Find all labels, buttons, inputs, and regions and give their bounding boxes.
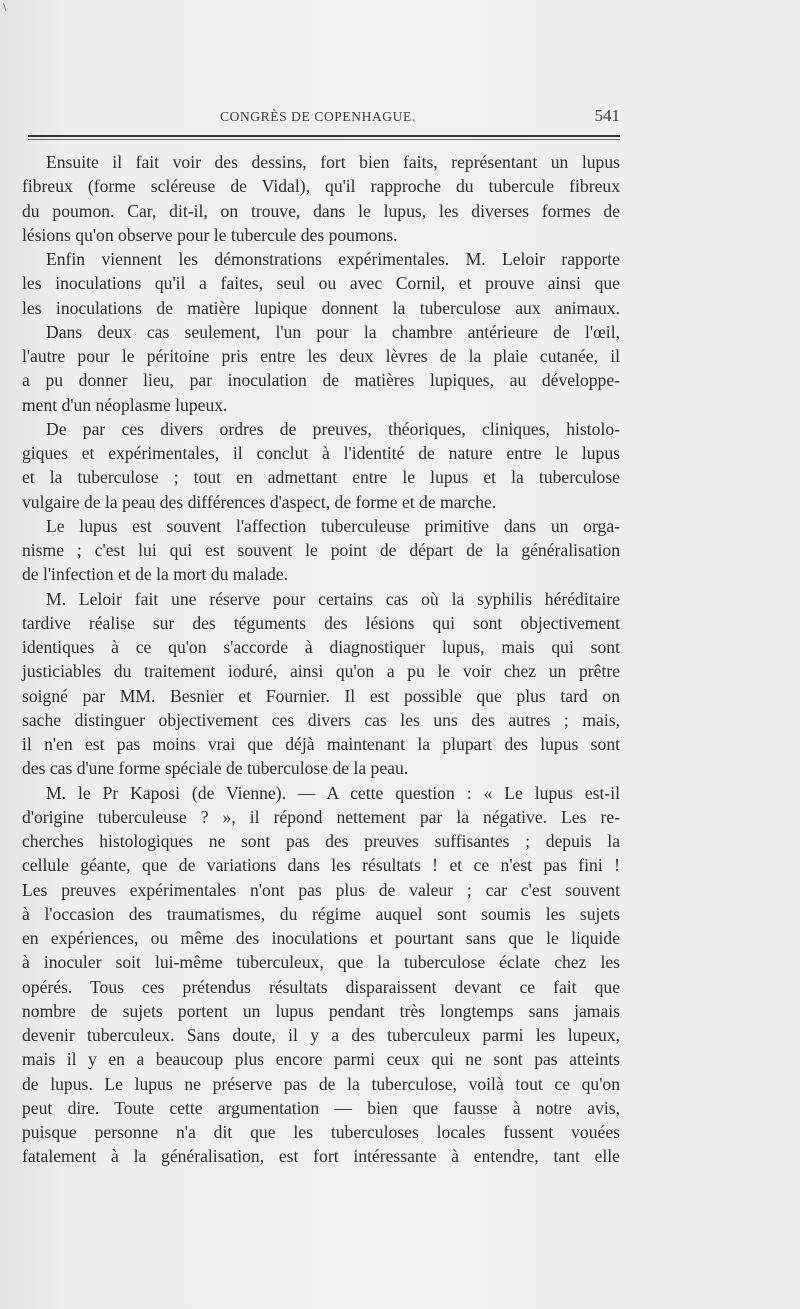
text-line: il n'en est pas moins vrai que déjà maintenant la plupart des lupus sont [22,734,620,754]
paragraph-1 [22,150,620,247]
text-line: d'origine tuberculeuse ? », il répond nettement par la négative. Les re- [22,806,620,827]
text-line: peut dire. Toute cette argumentation — bien que fausse à notre avis, [22,1097,620,1118]
text-line: Ensuite il fait voir des dessins, fort bien faits, représentant un lupus [46,152,620,172]
text-line: M. Leloir fait une réserve pour certains cas où la syphilis héréditaire [46,588,620,609]
text-line: Le lupus est souvent l'affection tuberculeuse primitive dans un orga- [46,515,620,536]
paragraph-7 [22,781,620,1169]
header-rule [28,135,620,137]
body-text [22,150,620,1169]
paragraph-4 [22,417,620,514]
paragraph-5 [22,514,620,587]
text-line: identiques à ce qu'on s'accorde à diagnostiquer lupus, mais qui sont [22,637,620,657]
paragraph-3 [22,320,620,417]
text-line: l'autre pour le péritoine pris entre les deux lèvres de la plaie cutanée, il [22,346,620,366]
text-line: Dans deux cas seulement, l'un pour la chambre antérieure de l'œil, [46,321,620,342]
text-line: Enfin viennent les démonstrations expérimentales. M. Leloir rapporte [46,249,620,269]
text-line: les inoculations qu'il a faites, seul ou avec Cornil, et prouve ainsi que [22,273,620,294]
text-line: de lupus. Le lupus ne préserve pas de la tuberculose, voilà tout ce qu'on [22,1073,620,1094]
text-line: a pu donner lieu, par inoculation de matières lupiques, au développe- [22,370,620,391]
text-line: sache distinguer objectivement ces divers cas les uns des autres ; mais, [22,709,620,730]
text-line: des cas d'une forme spéciale de tuberculose de la peau. [22,758,409,779]
text-line: à l'occasion des traumatismes, du régime auquel sont soumis les sujets [22,903,620,924]
text-line: De par ces divers ordres de preuves, théoriques, cliniques, histolo- [46,418,620,439]
corner-mark: \ [3,2,7,13]
text-line: giques et expérimentales, il conclut à l'identité de nature entre le lupus [22,443,620,463]
text-line: tardive réalise sur des téguments des lésions qui sont objectivement [22,612,620,633]
text-line: cellule géante, que de variations dans les résultats ! et ce n'est pas fini ! [22,855,620,876]
text-line: Les preuves expérimentales n'ont pas plus de valeur ; car c'est souvent [22,879,620,900]
running-head: CONGRÈS DE COPENHAGUE. [220,109,416,124]
text-line: vulgaire de la peau des différences d'aspect, de forme et de marche. [22,491,497,512]
text-line: du poumon. Car, dit-il, on trouve, dans le lupus, les diverses formes de [22,200,620,221]
text-line: ment d'un néoplasme lupeux. [22,394,228,415]
text-line: soigné par MM. Besnier et Fournier. Il est possible que plus tard on [22,685,620,706]
text-line: cherches histologiques ne sont pas des preuves suffisantes ; depuis la [22,831,620,851]
text-line: justiciables du traitement ioduré, ainsi qu'on a pu le voir chez un prêtre [22,661,620,682]
paragraph-2 [22,247,620,320]
text-line: lésions qu'on observe pour le tubercule des poumons. [22,224,398,245]
text-line: puisque personne n'a dit que les tuberculoses locales fussent vouées [22,1122,620,1142]
page-number: 541 [594,106,620,125]
text-line: de l'infection et de la mort du malade. [22,564,289,585]
text-line: fatalement à la généralisation, est fort intéressante à entendre, tant elle [22,1146,620,1167]
text-line: fibreux (forme scléreuse de Vidal), qu'il rapproche du tubercule fibreux [22,176,620,197]
text-line: en expériences, ou même des inoculations et pourtant sans que le liquide [22,928,620,948]
text-line: devenir tuberculeux. Sans doute, il y a des tuberculeux parmi les lupeux, [22,1025,620,1045]
text-line: à inoculer soit lui-même tuberculeux, que la tuberculose éclate chez les [22,952,620,973]
text-line: nombre de sujets portent un lupus pendant très longtemps sans jamais [22,1000,620,1021]
text-line: les inoculations de matière lupique donnent la tuberculose aux animaux. [22,297,620,318]
text-line: opérés. Tous ces prétendus résultats disparaissent devant ce fait que [22,976,620,997]
text-line: nisme ; c'est lui qui est souvent le point de départ de la généralisation [22,540,620,560]
page-header [22,106,622,130]
text-line: M. le Pr Kaposi (de Vienne). — A cette question : « Le lupus est-il [46,782,620,803]
text-line: mais il y en a beaucoup plus encore parmi ceux qui ne sont pas atteints [22,1049,620,1070]
paragraph-6 [22,587,620,781]
text-line: et la tuberculose ; tout en admettant entre le lupus et la tuberculose [22,467,620,488]
